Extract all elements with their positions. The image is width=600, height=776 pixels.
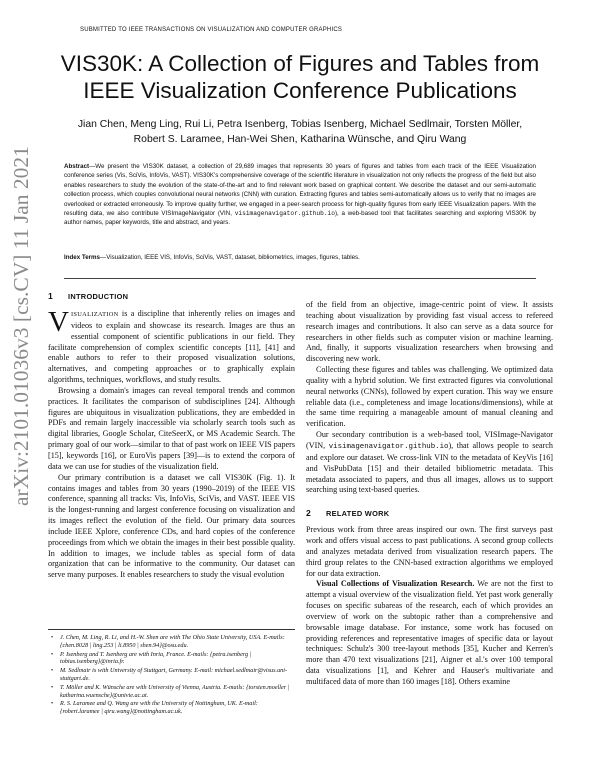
abstract [64,162,536,228]
section-title: RELATED WORK [326,509,390,519]
paper-title [40,50,560,104]
related-text-2: We are not the first to attempt a visual overview of the visualization field. Yet past work generally focuses on specific subareas of the research, each of which provides an overview of work on the subtopic rather than a comprehensive and browsable image database. For instance, some work has focused on providing references and representative images of specific data or layout techniques: Schulz's 300 tree-layout methods [35], Kucher and Kerren's more than 470 text visualizations [21], Aigner et al.'s over 100 temporal data visualizations [1], and Kehrer and Hauser's multivariate and multifaced data of more than 160 images [18]. Others examine [306,579,553,686]
related-paragraph-1: Previous work from three areas inspired our own. The first surveys past work and offers visual access to past publications. A second group collects and analyzes metadata derived from visualization research papers. The third group relates to the CNN-based extraction algorithms we employed for our data extraction. [306,525,553,578]
abstract-text-2: ), a web-based tool that facilitates searching and exploring VIS30K by author names, paper keywords, title and abstract, and years. [64,210,536,227]
intro-paragraph-4: of the field from an objective, image-centric point of view. It assists teaching about visualization by providing fast visual access to refereed research images and contributions. It also can serve as a data source for researchers in other fields such as computer vision or machine learning. And, finally, it supports visualization researchers when browsing and discovering new work. [306,300,553,364]
intro-paragraph-2: Browsing a domain's images can reveal temporal trends and common practices. It facilitates the comparison of subdisciplines [24]. Although figures are ubiquitous in visualization publications, they are embedded in PDFs and remain largely inaccessible via scholarly search tools such as digital libraries, Google Scholar, CiteSeerX, or MS Academic Search. The primary goal of our work—similar to that of past work on IEEE VIS papers [15], keywords [16], or EuroVis papers [39]—is to extend the corpora of data we can use for studies of the visualization field. [48,385,295,471]
footnote-item: • P. Isenberg and T. Isenberg are with Inria, France. E-mails: {petra.isenberg | tobias.isenberg}@inria.fr. [48,651,295,667]
drop-cap: V [48,306,69,338]
intro-text-6a: Our secondary contribution is a web-based tool, VISImage-Navigator (VIN, [306,430,553,450]
footnote-item: • R. S. Laramee and Q. Wang are with the University of Nottingham, UK. E-mail: {robert.laramee | qiru.wang}@nottingham.ac.uk. [48,700,295,716]
section-number: 1 [48,291,53,301]
index-terms-text: —Visualization, IEEE VIS, InfoVis, SciVis, VAST, dataset, bibliometrics, images, figures, tables. [100,254,360,261]
footnote-divider [48,629,295,630]
intro-paragraph-6 [306,430,553,496]
title-line-1: VIS30K: A Collection of Figures and Tables from [60,51,540,76]
vin-url-link[interactable]: visimagenavigator.github.io [328,442,449,451]
abstract-divider [64,278,536,279]
abstract-text-1: —We present the VIS30K dataset, a collection of 29,689 images that represents 30 years of figures and tables from each track of the IEEE Visualization conference series (Vis, SciVis, InfoVis, VAST). VIS30K's comprehensive coverage of the scientific literature in visualization not only reflects the progress of the field but also enables researchers to study the evolution of the state-of-the-art and to find relevant work based on graphical content. We describe the dataset and our semi-automatic collection process, which couples convolutional neural networks (CNN) with curation. Extracting figures and tables semi-automatically allows us to verify that no images are overlooked or extracted erroneously. To improve quality further, we engaged in a peer-search process for high-quality figures from early IEEE Visualization papers. With the resulting data, we also contribute VISImageNavigator (VIN, [64,163,536,218]
footnote-item: • J. Chen, M. Ling, R. Li, and H.-W. Shen are with The Ohio State University, USA. E-mails: {chen.8028 | ling.253 | li.8950 | shen.94}@osu.edu. [48,634,295,650]
footnotes [48,634,295,717]
related-paragraph-2 [306,579,553,687]
right-column [306,300,553,688]
abstract-label: Abstract [64,163,90,170]
section-heading-related-work [306,508,553,519]
intro-paragraph-1 [48,306,295,386]
abstract-url[interactable]: visimagenavigator.github.io [234,210,335,218]
left-column [48,291,295,581]
author-list [55,118,545,147]
intro-paragraph-5: Collecting these figures and tables was challenging. We optimized data quality with a hybrid solution. We first extracted figures via convolutional neural networks (CNNs), followed by expert curation. This way we ensure reliable data (i.e., completeness and image locations/dimensions), while at the same time requiring a manageable amount of manual cleaning and verification. [306,365,553,429]
section-title: INTRODUCTION [68,292,129,301]
intro-text-6b: ), that allows people to search and explore our dataset. We cross-link VIN to the metadata of KeyVis [16] and VisPubData [15] and their detailed bibliometric metadata. This metadata associated to papers, and thus all images, allows us to support searching using text-based queries. [306,440,553,495]
index-terms [64,253,536,262]
running-head: SUBMITTED TO IEEE TRANSACTIONS ON VISUALIZATION AND COMPUTER GRAPHICS [80,27,343,33]
lead-word: ISUALIZATION [70,311,119,318]
authors-line-1: Jian Chen, Meng Ling, Rui Li, Petra Isenberg, Tobias Isenberg, Michael Sedlmair, Torsten Möller, [77,119,523,130]
footnote-item: • T. Möller and K. Wünsche are with University of Vienna, Austria. E-mails: {torsten.moeller | katharina.wuensche}@univie.ac.at. [48,684,295,700]
section-heading-introduction [48,291,295,302]
intro-paragraph-3: Our primary contribution is a dataset we call VIS30K (Fig. 1). It contains images and tables from 30 years (1990–2019) of the IEEE VIS conference, spanning all tracks: Vis, InfoVis, SciVis, and VAST. IEEE VIS is the longest-running and largest conference focusing on visualization and its images reflect the evolution of the field. Our primary data sources include IEEE Xplore, conference CDs, and hard copies of the conference proceedings from which we obtain the images in their best possible quality. In addition to images, we include tables as special form of data organization that can be informative to the community. Our dataset can serve many purposes. It enables researchers to study the visual evolution [48,472,295,580]
index-terms-label: Index Terms [64,254,100,261]
section-number: 2 [306,508,311,519]
authors-line-2: Robert S. Laramee, Han-Wei Shen, Katharina Wünsche, and Qiru Wang [133,133,467,145]
footnote-item: • M. Sedlmair is with University of Stuttgart, Germany. E-mail: michael.sedlmair@visus.uni-stuttgart.de. [48,667,295,683]
arxiv-stamp: arXiv:2101.01036v3 [cs.CV] 11 Jan 2021 [9,146,33,506]
intro-text-1: is a discipline that inherently relies on images and videos to explain and showcase its research. Images are thus an essential component of scientific publications in our field. They facilitate comprehension of complex scientific concepts [11], [41] and enable authors to refer to their proposed visualization solutions, alternatives, and competing approaches or to graphically explain algorithms, techniques, workflows, and study results. [48,309,295,385]
subsection-heading: Visual Collections of Visualization Research. [316,579,475,589]
title-line-2: IEEE Visualization Conference Publications [83,78,517,103]
